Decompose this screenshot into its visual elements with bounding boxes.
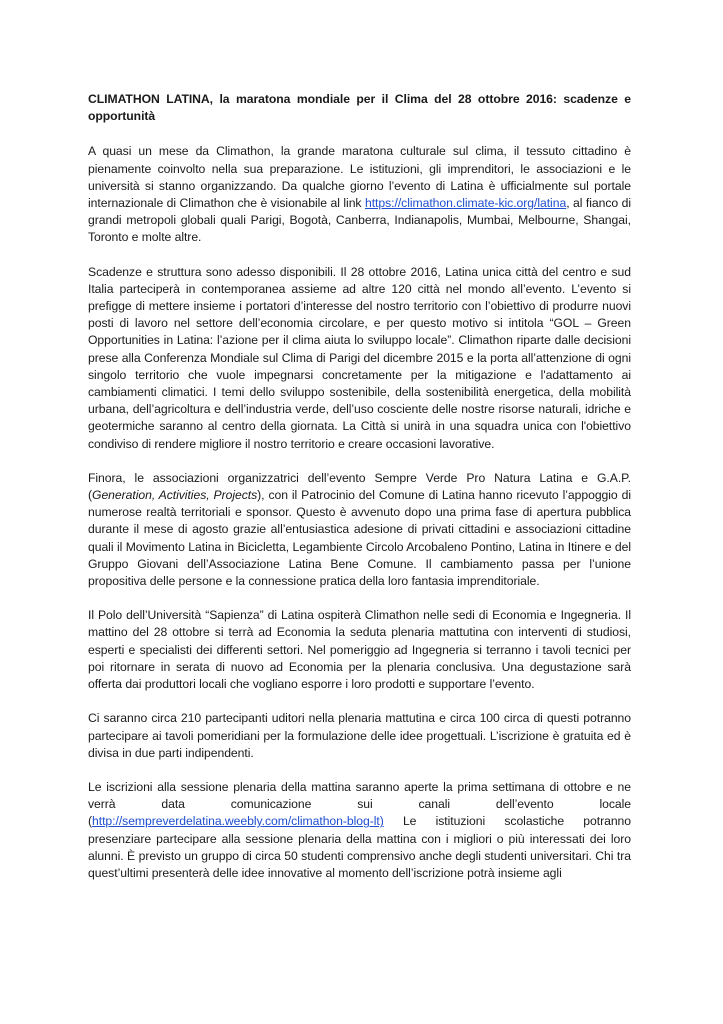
sempreverde-blog-link[interactable]: http://sempreverdelatina.weebly.com/climathon-blog-lt)	[92, 814, 384, 829]
paragraph-registration-text: Le iscrizioni alla sessione plenaria della mattina saranno aperte la prima settimana di ottobre e ne verrà data comunicazione sui canali dell’evento locale (	[88, 779, 631, 829]
paragraph-participants: Ci saranno circa 210 partecipanti uditori nella plenaria mattutina e circa 100 circa di questi potranno partecipare ai tavoli pomeridiani per la formulazione delle idee progettuali. L’iscrizione è gratuita ed è divisa in due parti indipendenti.	[88, 711, 631, 760]
paragraph-organizers-text: Finora, le associazioni organizzatrici dell’evento Sempre Verde Pro Natura Latina e G.A.P. (	[88, 470, 631, 503]
paragraph-university: Il Polo dell’Università “Sapienza” di Latina ospiterà Climathon nelle sedi di Economia e Ingegneria. Il mattino del 28 ottobre si terrà ad Economia la seduta plenaria mattutina con interventi di studiosi, esperti e specialisti dei differenti settori. Nel pomeriggio ad Ingegneria si terranno i tavoli tecnici per poi ritornare in serata di nuovo ad Economia per la plenaria conclusiva. Una degustazione sarà offerta dai produttori locali che vogliano esporre i loro prodotti e supportare l’evento.	[88, 608, 631, 692]
paragraph-deadlines: Scadenze e struttura sono adesso disponibili. Il 28 ottobre 2016, Latina unica città del centro e sud Italia parteciperà in contemporanea assieme ad altre 120 città nel mondo all’evento. L’evento si prefigge di mettere insieme i portatori d’interesse del nostro territorio con l’obiettivo di produrre nuovi posti di lavoro nel settore dell’economia circolare, e per questo motivo si intitola “GOL – Green Opportunities in Latina: l’azione per il clima aiuta lo sviluppo locale”. Climathon riparte dalle decisioni prese alla Conferenza Mondiale sul Clima di Parigi del dicembre 2015 e la porta all’attenzione di ogni singolo territorio che vuole impegnarsi concretamente per la mitigazione e l'adattamento ai cambiamenti climatici. I temi dello sviluppo sostenibile, della sostenibilità energetica, della mobilità urbana, dell’agricoltura e dell’industria verde, dell’uso cosciente delle nostre risorse naturali, idriche e geotermiche saranno al centro della giornata. La Città si unirà in una squadra unica con l'obiettivo condiviso di rendere migliore il nostro territorio e creare occasioni lavorative.	[88, 264, 631, 451]
paragraph-intro-text: A quasi un mese da Climathon, la grande maratona culturale sul clima, il tessuto cittadino è pienamente coinvolto nella sua preparazione. Le istituzioni, gli imprenditori, le associazioni e le università si stanno organizzando. Da qualche giorno l’evento di Latina è ufficialmente sul portale internazionale di Climathon che è visionabile al link	[88, 144, 631, 211]
document-title: CLIMATHON LATINA, la maratona mondiale per il Clima del 28 ottobre 2016: scadenze e opportunità	[88, 92, 631, 124]
paragraph-intro-text-end: , al fianco di grandi metropoli globali quali Parigi, Bogotà, Canberra, Indianapolis, Mumbai, Melbourne, Shangai, Toronto e molte altre.	[88, 196, 631, 245]
paragraph-organizers-text-end: ), con il Patrocinio del Comune di Latina hanno ricevuto l’appoggio di numerose realtà territoriali e sponsor. Questo è avvenuto dopo una prima fase di apertura pubblica durante il mese di agosto grazie all’entusiastica adesione di privati cittadini e associazioni cittadine quali il Movimento Latina in Bicicletta, Legambiente Circolo Arcobaleno Pontino, Latina in Itinere e del Gruppo Giovani dell’Associazione Latina Bene Comune. Il cambiamento passa per l’unione propositiva delle persone e la connessione pratica della loro fantasia imprenditoriale.	[88, 488, 631, 589]
climathon-latina-link[interactable]: https://climathon.climate-kic.org/latina	[364, 196, 567, 211]
paragraph-intro	[88, 143, 631, 246]
paragraph-registration	[88, 779, 631, 882]
paragraph-registration-text-end: Le istituzioni scolastiche potranno presenziare partecipare alla sessione plenaria della mattina con i migliori o più interessati dei loro alunni. È previsto un gruppo di circa 50 studenti comprensivo anche degli studenti universitari. Chi tra quest’ultimi presenterà delle idee innovative al momento dell’iscrizione potrà insieme agli	[88, 814, 631, 880]
gap-acronym-expansion: Generation, Activities, Projects	[92, 488, 258, 503]
document-page	[88, 91, 631, 882]
paragraph-organizers	[88, 470, 631, 590]
